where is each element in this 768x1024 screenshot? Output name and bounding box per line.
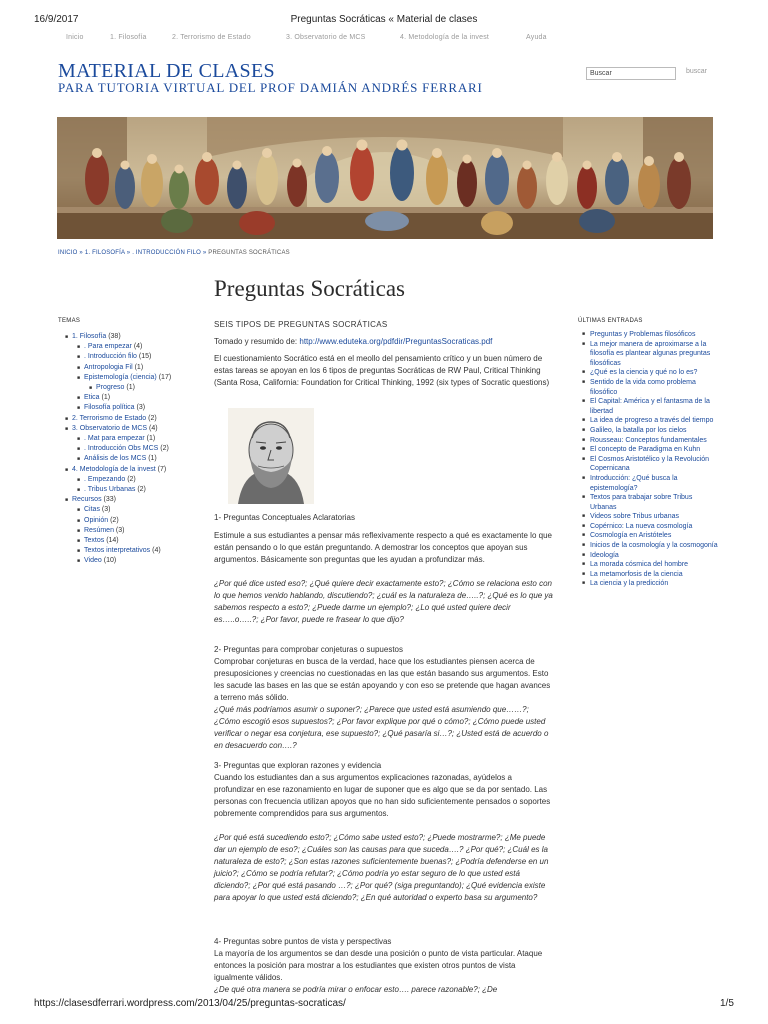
category-count: (17): [158, 373, 172, 381]
category-label[interactable]: Progreso: [96, 384, 125, 392]
breadcrumb-current: PREGUNTAS SOCRÁTICAS: [208, 250, 290, 256]
category-count: (14): [106, 537, 119, 545]
recent-post-link[interactable]: ■ Introducción: ¿Qué busca la epistemología?: [590, 474, 718, 493]
category-count: (2): [137, 486, 146, 494]
section-3-text: Cuando los estudiantes dan a sus argumentos explicaciones razonadas, ayúdelos a profundizar en ese razonamiento en lugar de suponer que es algo que se da por sentado. Las personas con frecuencia utilizan apoyos que no han sido suficientemente pensados o soportes pobremente comprendidos para sus argumentos.: [214, 773, 551, 818]
section-1-title: 1- Preguntas Conceptuales Aclaratorias: [214, 513, 355, 522]
section-3-questions: ¿Por qué está sucediendo esto?; ¿Cómo sabe usted esto?; ¿Puede mostrarme?; ¿Me puede dar un ejemplo de eso?; ¿Cuáles son las causas para que suceda….? ¿Por qué?; ¿Cuál es la naturaleza de esto?; ¿Son estas razones suficientemente buenas?; ¿Podría defenderse en un juicio?; ¿Cómo se podría refutar?; ¿Cómo podría yo estar seguro de lo que usted está diciendo?; ¿Por qué está pasando …?; ¿Por qué? (siga preguntando); ¿Qué evidencia existe para apoyar lo que usted está diciendo?; ¿En qué autoridad o experto basa su argumento?: [214, 833, 549, 902]
recent-post-link[interactable]: ■ La mejor manera de aproximarse a la filosofía es plantear algunas preguntas filosóficas: [590, 340, 718, 369]
recent-post-link[interactable]: ■ Sentido de la vida como problema filosófico: [590, 378, 718, 397]
category-count: (1): [101, 394, 111, 402]
category-label[interactable]: Antropologia Fil: [84, 363, 133, 371]
category-count: (7): [157, 465, 167, 473]
category-count: (1): [148, 455, 157, 463]
category-item[interactable]: [84, 352, 171, 362]
nav-item-metodologia[interactable]: 4. Metodología de la invest: [400, 34, 490, 41]
category-label[interactable]: Análisis de los MCS: [84, 455, 147, 463]
source-link[interactable]: http://www.eduteka.org/pdfdir/PreguntasSocraticas.pdf: [299, 337, 493, 346]
category-item[interactable]: [84, 526, 171, 536]
category-label[interactable]: Etica: [84, 394, 100, 402]
sidebar-heading-temas: TEMAS: [58, 318, 81, 324]
category-item[interactable]: [96, 383, 171, 393]
recent-post-link[interactable]: ■ Rousseau: Conceptos fundamentales: [590, 436, 718, 446]
search-button[interactable]: buscar: [686, 68, 708, 75]
category-count: (15): [138, 353, 152, 361]
category-label[interactable]: Textos interpretativos: [84, 547, 151, 555]
site-subtitle: PARA TUTORIA VIRTUAL DEL PROF DAMIÁN ANDRÉS FERRARI: [58, 80, 483, 95]
recent-post-link[interactable]: ■ Ideología: [590, 551, 718, 561]
category-label[interactable]: 1. Filosofía: [72, 333, 107, 340]
category-count: (10): [103, 557, 117, 565]
recent-post-link[interactable]: ■ Copérnico: La nueva cosmología: [590, 522, 718, 532]
category-item[interactable]: [84, 454, 171, 464]
category-label[interactable]: . Introducción Obs MCS: [84, 445, 159, 453]
category-item[interactable]: [84, 556, 171, 566]
category-label[interactable]: Recursos: [72, 496, 102, 504]
category-count: (3): [136, 404, 146, 412]
category-item[interactable]: [84, 505, 171, 515]
category-count: (4): [133, 343, 143, 351]
section-4-text: La mayoría de los argumentos se dan desde una posición o punto de vista particular. Ataque entonces la posición para mostrar a los estudiantes que existen otros puntos de vista igualmente válidos.: [214, 949, 543, 982]
breadcrumb-category[interactable]: 1. FILOSOFÍA: [84, 250, 125, 256]
section-2-text: Comprobar conjeturas en busca de la verdad, hace que los estudiantes piensen acerca de presuposiciones y creencias no cuestionadas en las que están basando sus argumentos. Esto les sacude las bases en las que se están apoyando y con eso se pretende que hagan avances a terreno más sólido.: [214, 657, 551, 702]
category-item[interactable]: [84, 546, 171, 556]
category-item[interactable]: [84, 393, 171, 403]
category-label[interactable]: Citas: [84, 506, 100, 514]
category-item[interactable]: [72, 495, 171, 505]
category-list: [72, 332, 171, 567]
recent-post-link[interactable]: ■ La ciencia y la predicción: [590, 579, 718, 589]
recent-post-link[interactable]: ■ Textos para trabajar sobre Tribus Urbanas: [590, 493, 718, 512]
category-count: (1): [126, 384, 135, 392]
section-4-questions: ¿De qué otra manera se podría mirar o enfocar esto…. parece razonable?; ¿De: [214, 985, 498, 994]
category-count: (1): [146, 435, 156, 443]
header-banner-image: [57, 117, 713, 239]
category-item[interactable]: [72, 465, 171, 475]
breadcrumb-separator: »: [77, 250, 85, 256]
category-label[interactable]: . Para empezar: [84, 343, 132, 351]
nav-item-terrorismo[interactable]: 2. Terrorismo de Estado: [172, 34, 251, 41]
post-title: Preguntas Socráticas: [214, 276, 405, 301]
category-count: (2): [110, 516, 119, 524]
category-count: (2): [148, 414, 157, 422]
nav-item-filosofia[interactable]: 1. Filosofía: [110, 34, 147, 41]
post-source: [214, 336, 554, 348]
category-count: (3): [101, 506, 111, 514]
category-count: (2): [127, 475, 136, 483]
category-item[interactable]: [84, 485, 171, 495]
breadcrumb-separator: »: [201, 250, 209, 256]
category-count: (3): [115, 526, 125, 534]
print-page-number: 1/5: [720, 998, 734, 1009]
category-label[interactable]: Textos: [84, 537, 105, 545]
print-title: Preguntas Socráticas « Material de clases: [290, 14, 478, 25]
recent-post-link[interactable]: ■ Inicios de la cosmología y la cosmogonía: [590, 541, 718, 551]
category-item[interactable]: [84, 403, 171, 413]
section-3-title: 3- Preguntas que exploran razones y evidencia: [214, 761, 382, 770]
section-1-text: Estimule a sus estudiantes a pensar más reflexivamente respecto a qué es exactamente lo que están pensando o lo que están preguntando. A demostrar los conceptos que apoyan sus argumentos. Básicamente son preguntas que les ayudan a profundizar más.: [214, 531, 552, 564]
sidebar-heading-ultimas: ÚLTIMAS ENTRADAS: [578, 318, 643, 324]
category-label[interactable]: Filosofía política: [84, 404, 135, 412]
category-item[interactable]: [72, 414, 171, 424]
recent-post-link[interactable]: ■ ¿Qué es la ciencia y qué no lo es?: [590, 368, 718, 378]
category-item[interactable]: [84, 373, 171, 383]
category-label[interactable]: . Tribus Urbanas: [84, 486, 136, 494]
source-label: Tomado y resumido de:: [214, 337, 300, 346]
print-date: 16/9/2017: [34, 14, 79, 25]
site-title[interactable]: MATERIAL DE CLASES: [58, 60, 275, 82]
nav-item-ayuda[interactable]: Ayuda: [526, 34, 547, 41]
category-count: (1): [134, 363, 144, 371]
category-count: (4): [149, 424, 158, 432]
top-nav: [0, 34, 768, 48]
search-input[interactable]: [586, 67, 676, 80]
recent-post-link[interactable]: ■ Preguntas y Problemas filosóficos: [590, 330, 718, 340]
breadcrumb-home[interactable]: INICIO: [58, 250, 78, 256]
section-4-title: 4- Preguntas sobre puntos de vista y perspectivas: [214, 937, 392, 946]
recent-post-link[interactable]: ■ El concepto de Paradigma en Kuhn: [590, 445, 718, 455]
post-heading: SEIS TIPOS DE PREGUNTAS SOCRÁTICAS: [214, 320, 388, 329]
recent-post-link[interactable]: ■ El Capital: América y el fantasma de la libertad: [590, 397, 718, 416]
category-label[interactable]: 3. Observatorio de MCS: [72, 424, 148, 432]
category-item[interactable]: [84, 342, 171, 352]
category-count: (33): [103, 496, 116, 504]
category-item[interactable]: [84, 516, 171, 526]
recent-post-link[interactable]: ■ La metamorfosis de la ciencia: [590, 570, 718, 580]
category-item[interactable]: [84, 434, 171, 444]
category-item[interactable]: [84, 475, 171, 485]
print-footer-url: https://clasesdferrari.wordpress.com/2013/04/25/preguntas-socraticas/: [34, 998, 346, 1009]
recent-posts-list: [590, 330, 718, 589]
recent-post-link[interactable]: ■ Galileo, la batalla por los cielos: [590, 426, 718, 436]
recent-post-link[interactable]: ■ La idea de progreso a través del tiempo: [590, 416, 718, 426]
breadcrumb: [58, 250, 290, 256]
section-1-questions: ¿Por qué dice usted eso?; ¿Qué quiere decir exactamente esto?; ¿Cómo se relaciona esto con lo que hemos venido hablando, discutiendo?; ¿cuál es la naturaleza de…..?; ¿Qué es lo que ya sabemos respecto a esto?; ¿Puede darme un ejemplo?; ¿Lo qué usted quiere decir es…..o…..?; ¿Por favor, puede re frasear lo que dijo?: [214, 579, 553, 624]
breadcrumb-separator: »: [124, 250, 133, 256]
section-2-questions: ¿Qué más podríamos asumir o suponer?; ¿Parece que usted está asumiendo que……?; ¿Cómo escogió esos supuestos?; ¿Por favor explique por qué o cómo?; ¿Cómo puede usted verificar o negar esa conjetura, ese supuesto?; ¿Qué pasaría si…?; ¿Usted está de acuerdo o en desacuerdo con….?: [214, 705, 549, 750]
category-count: (2): [160, 445, 169, 453]
category-count: (38): [108, 333, 121, 340]
recent-post-link[interactable]: ■ El Cosmos Aristotélico y la Revolución Copernicana: [590, 455, 718, 474]
category-item[interactable]: [84, 363, 171, 373]
nav-item-observatorio[interactable]: 3. Observatorio de MCS: [286, 34, 366, 41]
category-label[interactable]: . Empezando: [84, 475, 126, 483]
category-label[interactable]: Epistemología (ciencia): [84, 373, 157, 381]
category-label[interactable]: 4. Metodología de la invest: [72, 465, 156, 473]
category-label[interactable]: Video: [84, 557, 102, 565]
category-count: (4): [152, 547, 161, 555]
category-item[interactable]: [84, 536, 171, 546]
recent-post-link[interactable]: ■ La morada cósmica del hombre: [590, 560, 718, 570]
category-label[interactable]: . Introducción filo: [84, 353, 137, 361]
category-label[interactable]: Resúmen: [84, 526, 114, 534]
category-label[interactable]: . Mat para empezar: [84, 435, 145, 443]
recent-post-link[interactable]: ■ Cosmología en Aristóteles: [590, 531, 718, 541]
post-intro: El cuestionamiento Socrático está en el meollo del pensamiento crítico y un buen número de estas tareas se apoyan en los 6 tipos de preguntas Socráticas de RW Paul, Critical Thinking (Santa Rosa, California: Foundation for Critical Thinking, 1992 (six types of Socratic questions): [214, 354, 550, 387]
category-label[interactable]: Opinión: [84, 516, 109, 524]
category-item[interactable]: [72, 424, 171, 434]
nav-item-inicio[interactable]: Inicio: [66, 34, 84, 41]
socrates-portrait-image: [228, 408, 314, 504]
category-item[interactable]: [72, 332, 171, 342]
category-label[interactable]: 2. Terrorismo de Estado: [72, 414, 147, 422]
section-2-title: 2- Preguntas para comprobar conjeturas o supuestos: [214, 645, 403, 654]
category-item[interactable]: [84, 444, 171, 454]
breadcrumb-subcategory[interactable]: . INTRODUCCIÓN FILO: [132, 250, 202, 256]
recent-post-link[interactable]: ■ Videos sobre Tribus urbanas: [590, 512, 718, 522]
